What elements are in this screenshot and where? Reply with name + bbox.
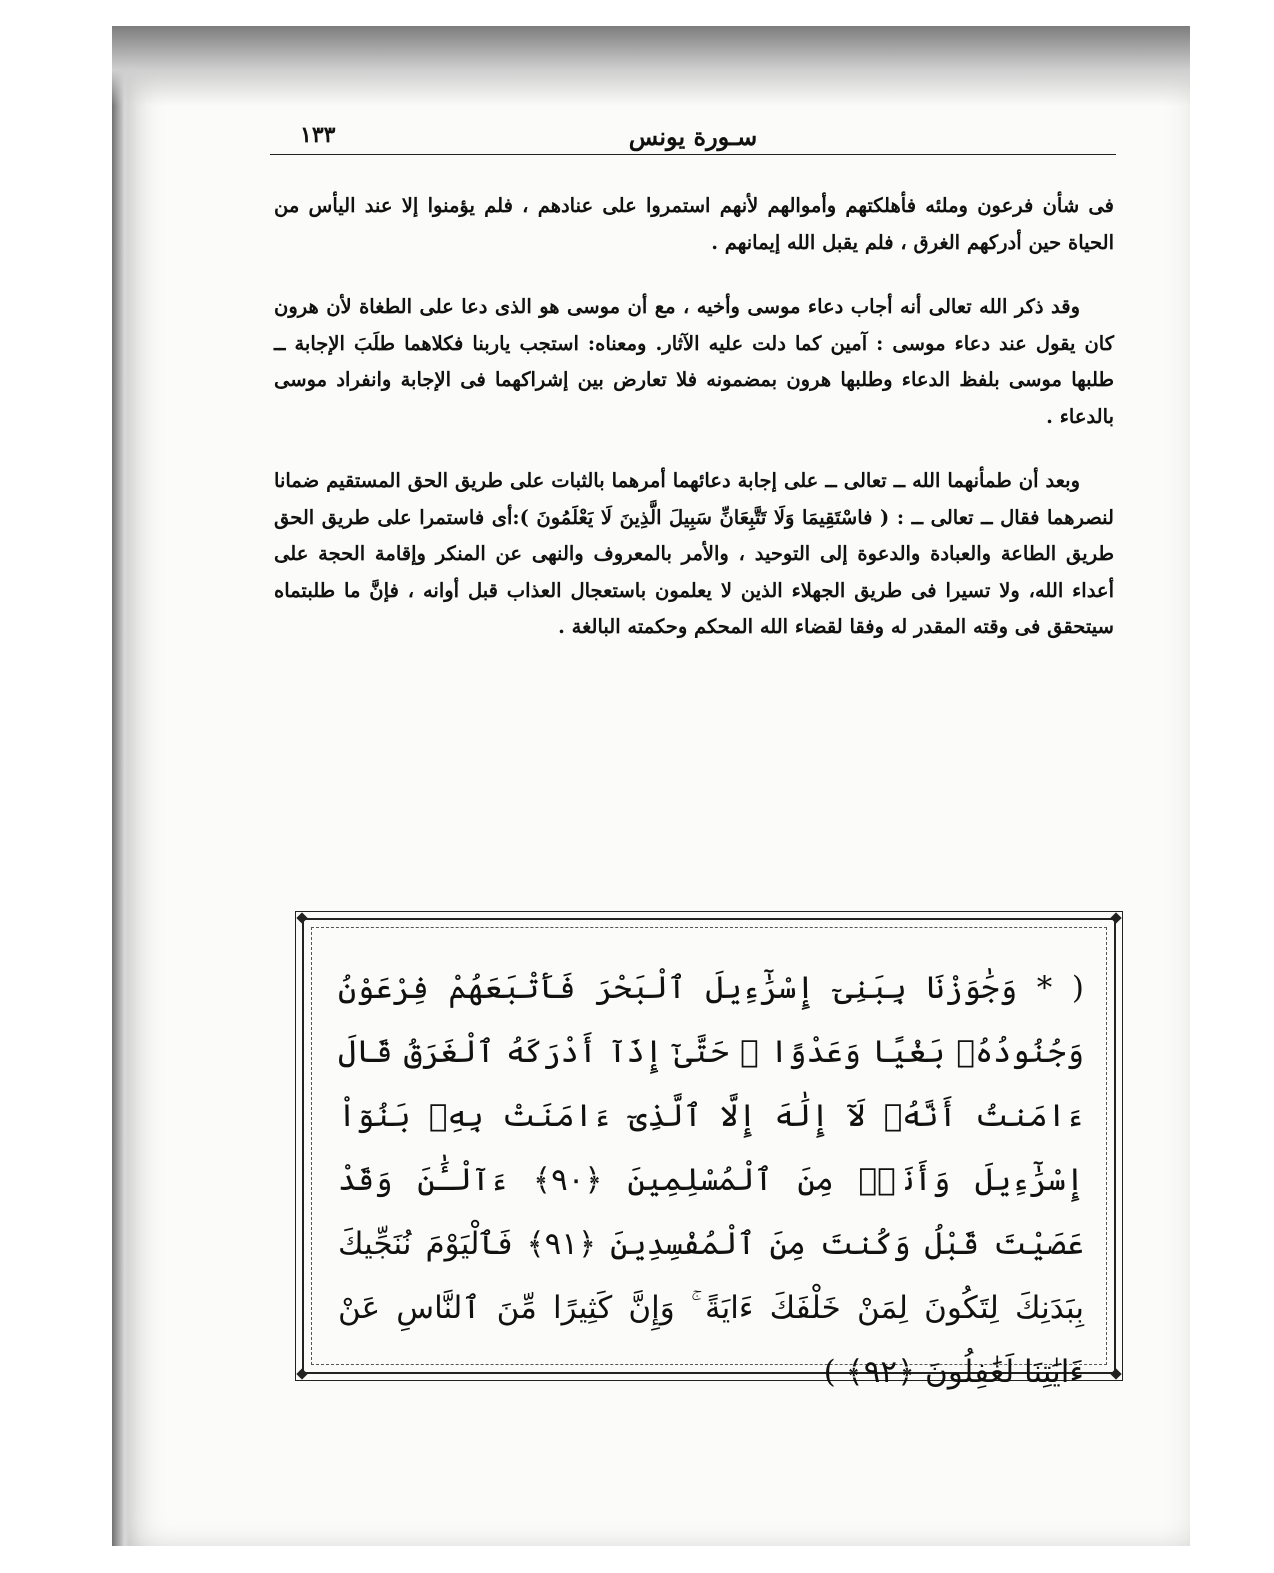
page-top-shadow: [112, 26, 1190, 106]
header-rule: [270, 154, 1116, 155]
frame-corner-ornament: [1110, 912, 1121, 923]
running-header: [270, 118, 1116, 158]
paragraph-3: وبعد أن طمأنهما الله ــ تعالى ــ على إجابة دعائهما أمرهما بالثبات على طريق الحق المستقيم ضمانا لنصرهما فقال ــ تعالى ــ : ( فاسْتَقِيمَا وَلَا تَتَّبِعَانِّ سَبِيلَ الَّذِينَ لَا يَعْلَمُونَ ):أى فاستمرا على طريق الحق طريق الطاعة والعبادة والدعوة إلى التوحيد ، والأمر بالمعروف والنهى عن المنكر وإقامة الحجة على أعداء الله، ولا تسيرا فى طريق الجهلاء الذين لا يعلمون باستعجال العذاب قبل أوانه ، فإنَّ ما طلبتماه سيتحقق فى وقته المقدر له وفقا لقضاء الله المحكم وحكمته البالغة .: [274, 469, 1114, 638]
quran-verse: ( * وَجَٰوَزْنَا بِبَنِىٓ إِسْرَٰٓءِيلَ ٱلْبَحْرَ فَأَتْبَعَهُمْ فِرْعَوْنُ وَجُنُودُهُۥ بَغْيًا وَعَدْوًا ۖ حَتَّىٰٓ إِذَآ أَدْرَكَهُ ٱلْغَرَقُ قَالَ ءَامَنتُ أَنَّهُۥ لَآ إِلَٰهَ إِلَّا ٱلَّذِىٓ ءَامَنَتْ بِهِۦ بَنُوٓاْ إِسْرَٰٓءِيلَ وَأَنَا۠ مِنَ ٱلْمُسْلِمِينَ ﴿٩٠﴾ ءَآلْـَٰٔنَ وَقَدْ عَصَيْتَ قَبْلُ وَكُنتَ مِنَ ٱلْمُفْسِدِينَ ﴿٩١﴾ فَٱلْيَوْمَ نُنَجِّيكَ بِبَدَنِكَ لِتَكُونَ لِمَنْ خَلْفَكَ ءَايَةً ۚ وَإِنَّ كَثِيرًا مِّنَ ٱلنَّاسِ عَنْ ءَايَٰتِنَا لَغَٰفِلُونَ ﴿٩٢﴾ ): [338, 970, 1085, 1390]
surah-title: سـورة يونس: [628, 122, 758, 151]
page-number: ١٣٣: [300, 122, 336, 148]
verse-frame: [302, 918, 1116, 1390]
paragraph-1: فى شأن فرعون وملئه فأهلكتهم وأموالهم لأنهم استمروا على عنادهم ، فلم يؤمنوا إلا عند اليأس من الحياة حين أدركهم الغرق ، فلم يقبل الله إيمانهم .: [274, 194, 1114, 254]
page-edge-shadow: [112, 26, 130, 1546]
scanned-page: [112, 26, 1190, 1546]
paragraph-2: وقد ذكر الله تعالى أنه أجاب دعاء موسى وأخيه ، مع أن موسى هو الذى دعا على الطغاة لأن هرون كان يقول عند دعاء موسى : آمين كما دلت عليه الآثار. ومعناه: استجب ياربنا فكلاهما طلَبَ الإجابة ــ طلبها موسى بلفظ الدعاء وطلبها هرون بمضمونه فلا تعارض بين إشراكهما فى الإجابة وانفراد موسى بالدعاء .: [274, 295, 1114, 428]
frame-corner-ornament: [296, 912, 307, 923]
frame-corner-ornament: [1110, 1368, 1121, 1379]
commentary-text: [274, 188, 1114, 674]
frame-corner-ornament: [296, 1368, 307, 1379]
